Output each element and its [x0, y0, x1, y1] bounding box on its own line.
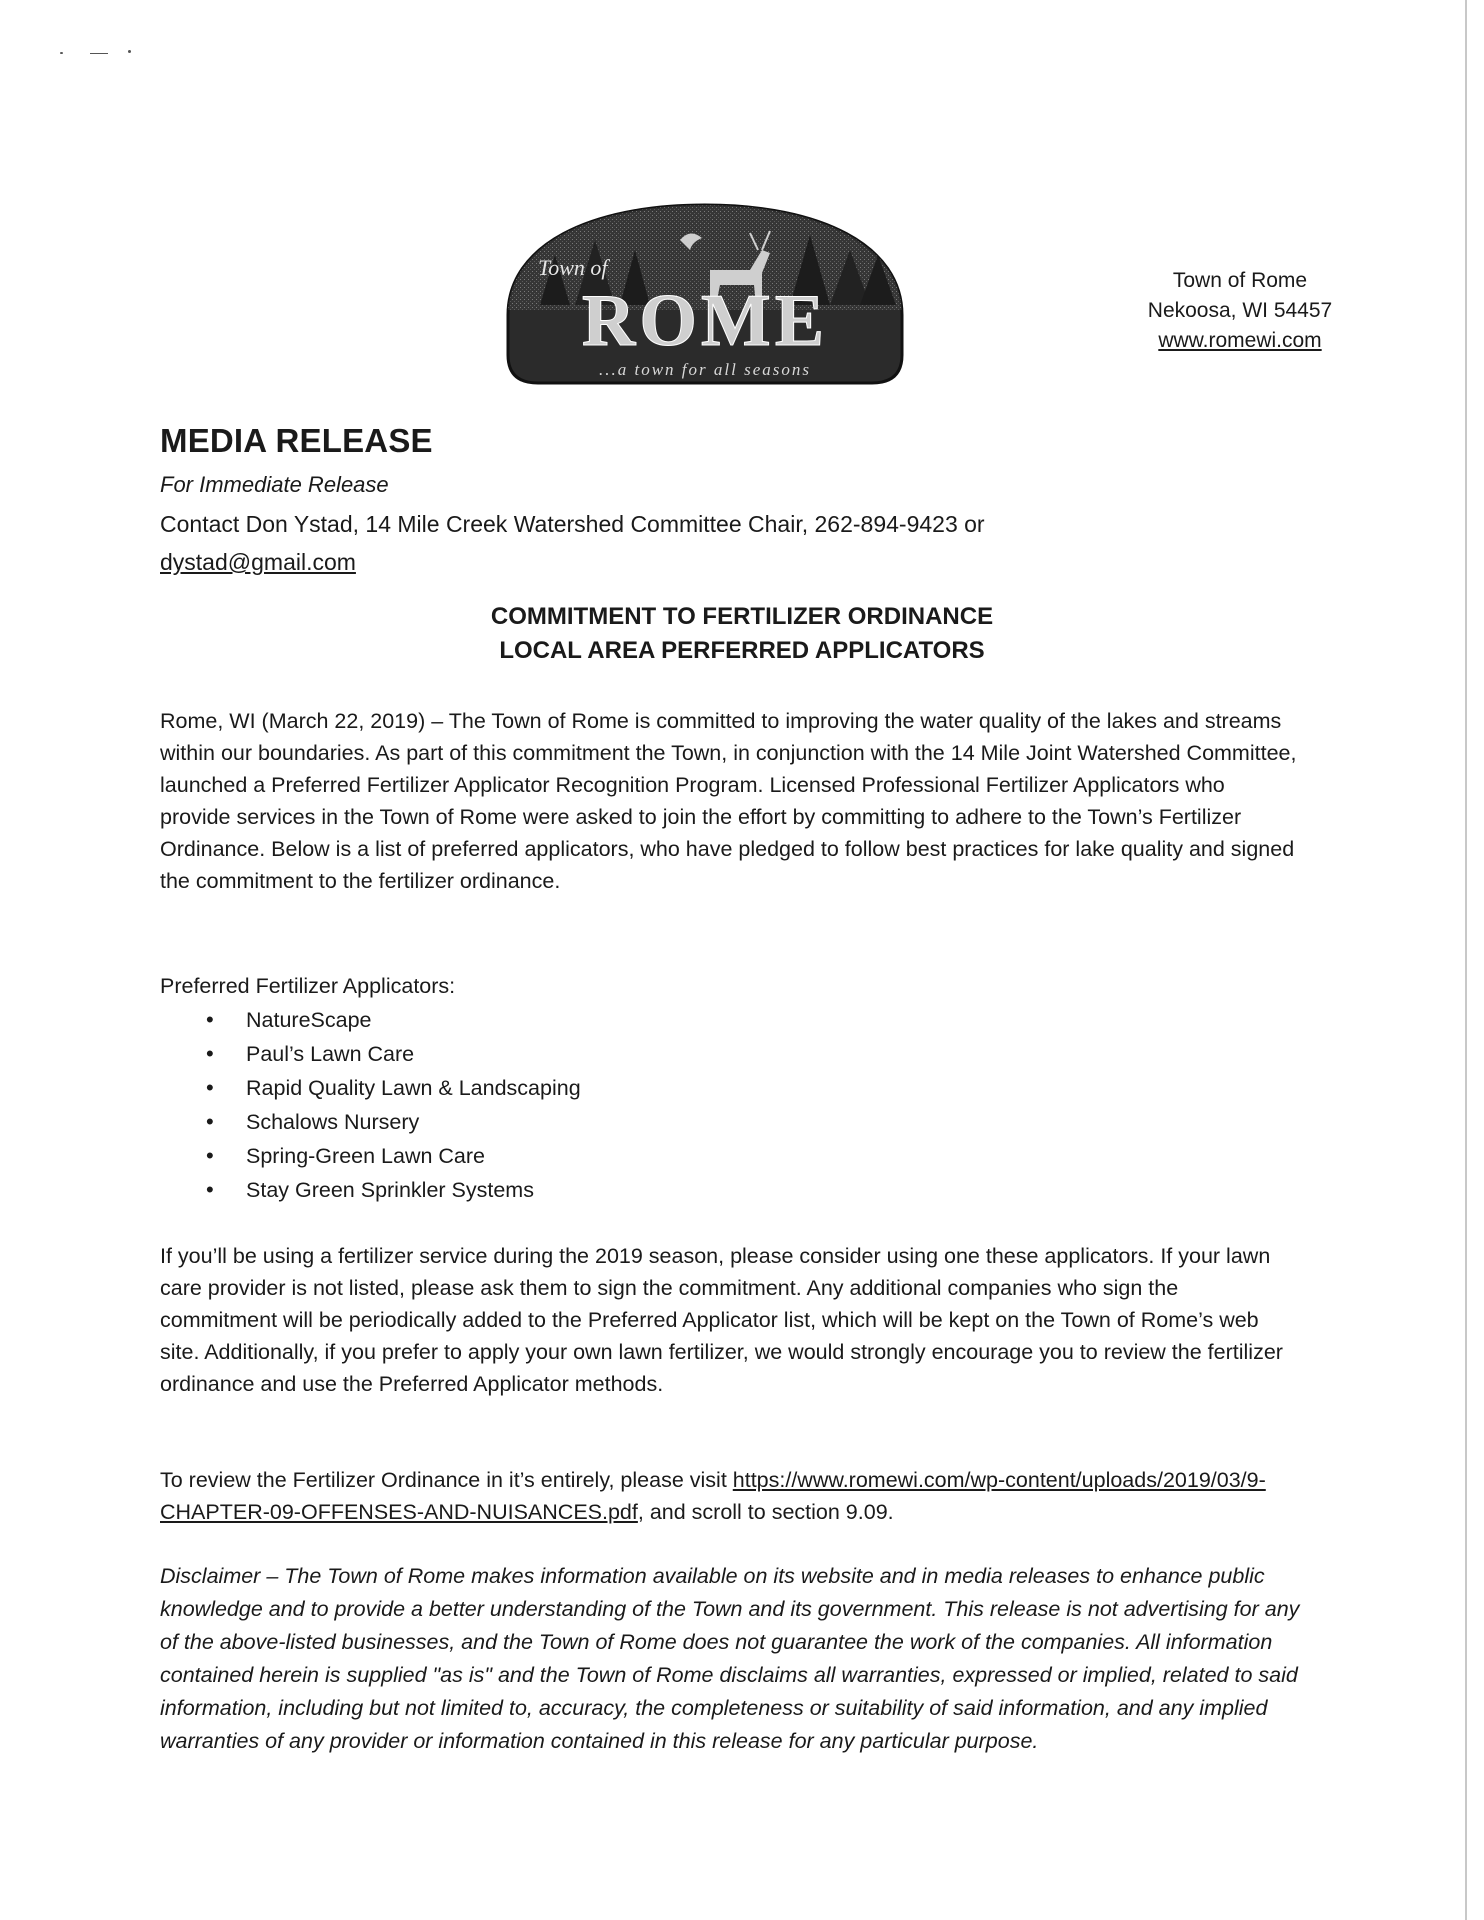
- headline: [0, 600, 1484, 668]
- logo-town-of: Town of: [538, 255, 608, 280]
- ordinance-prefix: To review the Fertilizer Ordinance in it’s entirely, please visit: [160, 1468, 733, 1492]
- service-paragraph: If you’ll be using a fertilizer service during the 2019 season, please consider using one these applicators. If your lawn care provider is not listed, please ask them to sign the commitment. Any additional companies who sign the commitment will be periodically added to the Preferred Applicator list, which will be kept on the Town of Rome’s web site. Additionally, if you prefer to apply your own lawn fertilizer, we would strongly encourage you to review the fertilizer ordinance and use the Preferred Applicator methods.: [160, 1244, 1283, 1396]
- website-link[interactable]: www.romewi.com: [1158, 329, 1322, 352]
- applicator-list: [200, 1003, 581, 1207]
- logo-tagline: ...a town for all seasons: [599, 360, 811, 379]
- intro-paragraph: Rome, WI (March 22, 2019) – The Town of Rome is committed to improving the water quality of the lakes and streams within our boundaries. As part of this commitment the Town, in conjunction with the 14 Mile Joint Watershed Committee, launched a Preferred Fertilizer Applicator Recognition Program. Licensed Professional Fertilizer Applicators who provide services in the Town of Rome were asked to join the effort by committing to adhere to the Town’s Fertilizer Ordinance. Below is a list of preferred applicators, who have pledged to follow best practices for lake quality and signed the commitment to the fertilizer ordinance.: [160, 709, 1297, 893]
- list-item: • Stay Green Sprinkler Systems: [200, 1173, 581, 1207]
- ordinance-link[interactable]: https://www.romewi.com/wp-content/uploads/2019/03/9-CHAPTER-09-OFFENSES-AND-NUISANCES.pdf: [160, 1468, 1266, 1524]
- address-line-1: Town of Rome: [1172, 269, 1308, 292]
- contact-text: Contact Don Ystad, 14 Mile Creek Watershed Committee Chair, 262-894-9423 or: [160, 511, 985, 537]
- list-item: • Paul’s Lawn Care: [200, 1037, 581, 1071]
- address-block: [1120, 266, 1360, 356]
- ordinance-suffix: , and scroll to section 9.09.: [637, 1500, 894, 1524]
- address-line-2: Nekoosa, WI 54457: [1147, 299, 1333, 322]
- applicators-heading: Preferred Fertilizer Applicators:: [160, 974, 456, 998]
- disclaimer: Disclaimer – The Town of Rome makes information available on its website and in media releases to enhance public knowledge and to provide a better understanding of the Town and its government. This release is not advertising for any of the above-listed businesses, and the Town of Rome does not guarantee the work of the companies. All information contained herein is supplied "as is" and the Town of Rome disclaims all warranties, expressed or implied, related to said information, including but not limited to, accuracy, the completeness or suitability of said information, and any implied warranties of any provider or information contained in this release for any particular purpose.: [160, 1564, 1300, 1753]
- scan-edge-line: [1465, 0, 1467, 1920]
- scan-speck: [60, 52, 63, 54]
- list-item: • Spring-Green Lawn Care: [200, 1139, 581, 1173]
- town-logo-graphic: [500, 195, 910, 390]
- list-item: • Rapid Quality Lawn & Landscaping: [200, 1071, 581, 1105]
- headline-line-1: COMMITMENT TO FERTILIZER ORDINANCE: [490, 603, 994, 630]
- headline-line-2: LOCAL AREA PERFERRED APPLICATORS: [499, 637, 985, 664]
- contact-email-link[interactable]: dystad@gmail.com: [160, 549, 356, 575]
- contact-info: [160, 505, 1300, 581]
- media-release-title: MEDIA RELEASE: [160, 422, 433, 459]
- ordinance-paragraph: [160, 1464, 1300, 1528]
- for-immediate-release: For Immediate Release: [160, 472, 389, 497]
- list-item: • NatureScape: [200, 1003, 581, 1037]
- scan-speck: [128, 50, 131, 53]
- logo-rome: ROME: [581, 280, 829, 362]
- scan-speck: [90, 53, 108, 54]
- town-logo: [500, 195, 910, 390]
- list-item: • Schalows Nursery: [200, 1105, 581, 1139]
